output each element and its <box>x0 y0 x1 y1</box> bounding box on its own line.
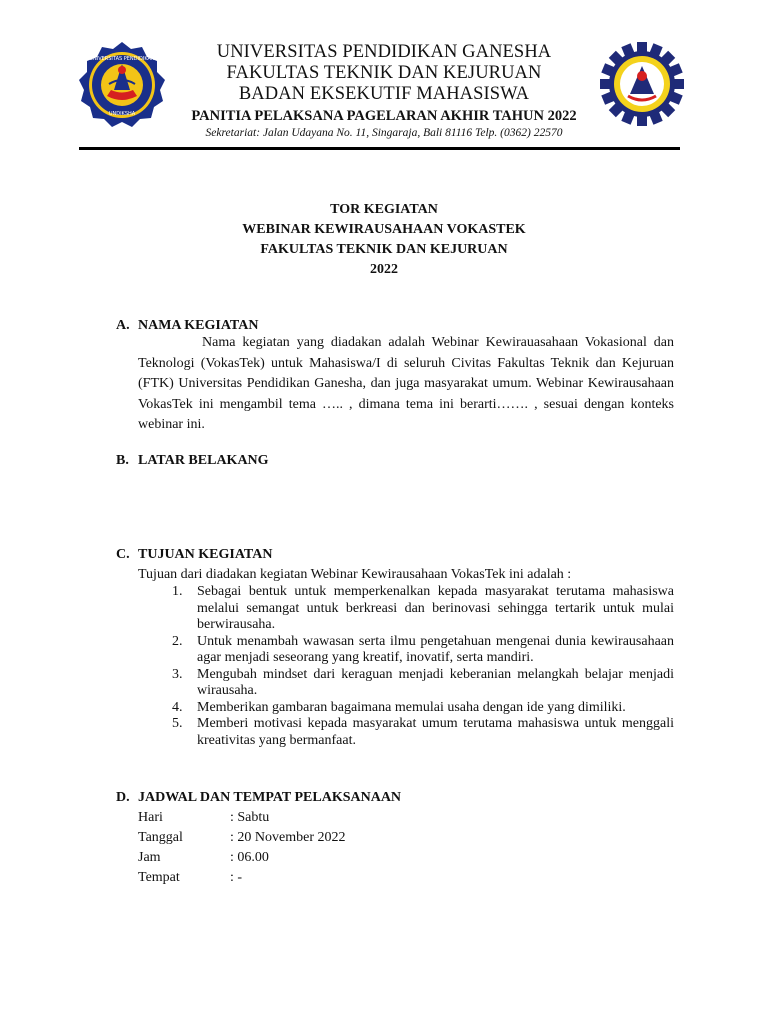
section-title: LATAR BELAKANG <box>138 453 269 468</box>
objectives-list <box>172 584 674 749</box>
undiksha-seal-icon <box>77 40 167 130</box>
list-number: 2. <box>172 633 183 649</box>
section-letter: B. <box>116 453 129 468</box>
section-letter: D. <box>116 790 130 805</box>
schedule-row <box>138 828 345 848</box>
list-text: Untuk menambah wawasan serta ilmu pengetahuan mengenai dunia kewirausahaan agar menjadi seseorang yang kreatif, inovatif, serta mandiri. <box>197 633 674 665</box>
section-letter: C. <box>116 547 130 562</box>
section-title: JADWAL DAN TEMPAT PELAKSANAAN <box>138 790 402 805</box>
list-number: 1. <box>172 584 183 599</box>
schedule-label: Tempat <box>138 870 180 885</box>
faculty-name: FAKULTAS TEKNIK DAN KEJURUAN <box>226 63 542 83</box>
section-title: TUJUAN KEGIATAN <box>138 547 273 562</box>
schedule-row <box>138 848 345 868</box>
list-number: 3. <box>172 666 183 682</box>
section-c-intro: Tujuan dari diadakan kegiatan Webinar Kewirausahaan VokasTek ini adalah : <box>138 567 572 582</box>
list-item <box>172 716 674 749</box>
schedule-label: Tanggal <box>138 830 183 845</box>
list-text: Sebagai bentuk untuk memperkenalkan kepada masyarakat terutama mahasiswa melalui semangat untuk berkreasi dan berinovasi sehingga tertarik untuk mulai berwirausaha. <box>197 584 674 632</box>
list-text: Memberi motivasi kepada masyarakat umum terutama mahasiswa untuk menggali kreativitas yang bermanfaat. <box>197 716 674 748</box>
list-item <box>172 584 674 634</box>
schedule-value: : 20 November 2022 <box>230 830 346 845</box>
list-text: Memberikan gambaran bagaimana memulai usaha dengan ide yang dimiliki. <box>197 699 626 715</box>
list-item <box>172 634 674 667</box>
section-a-body: Nama kegiatan yang diadakan adalah Webinar Kewirauasahaan Vokasional dan Teknologi (VokasTek) untuk Mahasiswa/I di seluruh Civitas Fakultas Teknik dan Kejuruan (FTK) Universitas Pendidikan Ganesha, dan juga masyarakat umum. Webinar Kewirausahaan VokasTek ini mengambil tema ….. , dimana tema ini berarti……. , sesuai dengan konteks webinar ini. <box>138 335 674 432</box>
list-item <box>172 667 674 700</box>
title-year: 2022 <box>370 262 398 277</box>
section-d-heading <box>116 789 401 807</box>
schedule-value: : 06.00 <box>230 850 269 865</box>
university-name: UNIVERSITAS PENDIDIKAN GANESHA <box>216 42 552 62</box>
list-item <box>172 700 674 717</box>
schedule-value: : - <box>230 870 243 885</box>
section-title: NAMA KEGIATAN <box>138 318 259 333</box>
schedule-table <box>138 808 345 888</box>
ftk-gear-emblem-icon <box>600 42 684 126</box>
svg-text:UNIVERSITAS PENDIDIKAN: UNIVERSITAS PENDIDIKAN <box>89 56 155 62</box>
document-title <box>80 200 688 280</box>
title-line-2: WEBINAR KEWIRAUSAHAAN VOKASTEK <box>242 222 526 237</box>
list-number: 4. <box>172 699 183 715</box>
schedule-label: Jam <box>138 850 161 865</box>
letterhead-divider <box>79 147 680 150</box>
title-line-3: FAKULTAS TEKNIK DAN KEJURUAN <box>260 242 508 257</box>
section-letter: A. <box>116 318 130 333</box>
section-c-heading <box>116 546 272 564</box>
schedule-row <box>138 808 345 828</box>
svg-text:UNDIKSHA: UNDIKSHA <box>108 111 136 117</box>
title-line-1: TOR KEGIATAN <box>330 202 438 217</box>
schedule-value: : Sabtu <box>230 810 270 825</box>
secretariat-address: Sekretariat: Jalan Udayana No. 11, Singaraja, Bali 81116 Telp. (0362) 22570 <box>205 127 563 139</box>
section-b-heading <box>116 452 269 470</box>
committee-name: PANITIA PELAKSANA PAGELARAN AKHIR TAHUN 2022 <box>191 108 577 124</box>
board-name: BADAN EKSEKUTIF MAHASISWA <box>238 84 530 104</box>
schedule-label: Hari <box>138 810 163 825</box>
letterhead <box>160 42 608 141</box>
list-text: Mengubah mindset dari keraguan menjadi keberanian melangkah belajar menjadi wirausaha. <box>197 666 674 698</box>
list-number: 5. <box>172 716 183 731</box>
schedule-row <box>138 868 345 888</box>
